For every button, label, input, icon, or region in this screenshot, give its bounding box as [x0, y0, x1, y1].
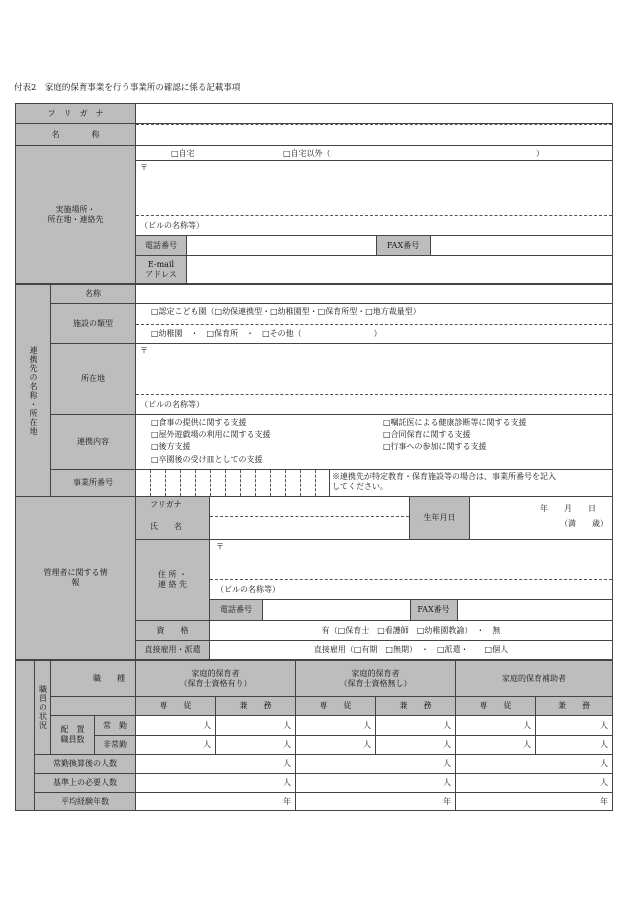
manager-building-label: （ビルの名称等） [216, 585, 280, 594]
fax-label: FAX番号 [376, 236, 430, 255]
col2-avg-years-cell[interactable]: 年 [295, 792, 456, 811]
other-close-paren: ） [536, 149, 544, 158]
col1-required-cell[interactable]: 人 [135, 773, 296, 793]
col2-fte-cell[interactable]: 人 [295, 754, 456, 774]
name-field[interactable] [135, 123, 613, 146]
facility-type-option-2[interactable]: □幼稚園 ・ □保育所 ・ □その他（ ） [151, 329, 382, 338]
col3-parttime: 兼 務 [535, 696, 613, 716]
employment-options[interactable]: 直接雇用（□有期 □無期） ・ □派遣・ □個人 [209, 640, 613, 660]
manager-furigana-label: フリガナ [150, 500, 182, 509]
birth-date-label: 生年月日 [409, 496, 470, 540]
qualification-options[interactable]: 有（□保育士 □看護師 □幼稚園教諭） ・ 無 [209, 620, 613, 641]
form-title: 付表2 家庭的保育事業を行う事業所の確認に係る記載事項 [14, 83, 241, 93]
name-label: 名 称 [15, 123, 136, 146]
manager-fax-label: FAX番号 [410, 600, 457, 620]
assigned-staff-label: 配 置 職員数 [50, 715, 95, 755]
content-option-3[interactable]: □屋外遊戯場の利用に関する支援 [151, 430, 271, 439]
tel-label: 電話番号 [136, 236, 186, 255]
manager-label: 管理者に関する情 報 [15, 496, 136, 660]
col1-nonregular-fulltime-cell[interactable]: 人 [135, 735, 216, 755]
content-option-4[interactable]: □合同保育に関する支援 [383, 430, 471, 439]
partner-content-label: 連携内容 [50, 414, 136, 470]
col1-regular-parttime-cell[interactable]: 人 [215, 715, 296, 736]
content-option-5[interactable]: □後方支援 [151, 442, 191, 451]
office-number-note: ※連携先が特定教育・保育施設等の場合は、事業所番号を記入 してください。 [332, 472, 556, 491]
col3-fulltime: 専 従 [455, 696, 536, 716]
content-option-6[interactable]: □行事への参加に関する支援 [383, 442, 487, 451]
other-than-home-checkbox[interactable]: □自宅以外（ [283, 149, 331, 158]
content-option-2[interactable]: □嘱託医による健康診断等に関する支援 [383, 418, 527, 427]
content-option-7[interactable]: □卒園後の受け皿としての支援 [151, 455, 263, 464]
col3-regular-fulltime-cell[interactable]: 人 [455, 715, 536, 736]
manager-name-field[interactable] [209, 496, 410, 540]
manager-name-label: 氏 名 [150, 522, 182, 531]
manager-postal-mark: 〒 [216, 542, 224, 551]
location-label: 実施場所・ 所在地・連絡先 [15, 145, 136, 284]
partner-side-label: 連携先の名称・所在地 [15, 284, 51, 497]
col3-header: 家庭的保育補助者 [455, 660, 613, 697]
col1-avg-years-cell[interactable]: 年 [135, 792, 296, 811]
col1-fulltime: 専 従 [135, 696, 216, 716]
manager-address-label: 住 所 ・ 連 絡 先 [135, 539, 210, 621]
required-staff-label: 基準上の必要人数 [34, 773, 136, 793]
job-type-sub-blank [50, 696, 136, 716]
col3-required-cell[interactable]: 人 [455, 773, 613, 793]
col2-fulltime: 専 従 [295, 696, 376, 716]
furigana-field[interactable] [135, 103, 613, 124]
col1-regular-fulltime-cell[interactable]: 人 [135, 715, 216, 736]
col2-regular-fulltime-cell[interactable]: 人 [295, 715, 376, 736]
partner-name-field[interactable] [135, 284, 613, 304]
col2-parttime: 兼 務 [375, 696, 456, 716]
col2-required-cell[interactable]: 人 [295, 773, 456, 793]
col2-nonregular-fulltime-cell[interactable]: 人 [295, 735, 376, 755]
age-format: （満 歳） [560, 519, 608, 528]
content-option-1[interactable]: □食事の提供に関する支援 [151, 418, 247, 427]
partner-building-label: （ビルの名称等） [140, 400, 204, 409]
col1-fte-cell[interactable]: 人 [135, 754, 296, 774]
job-type-label: 職 種 [50, 660, 136, 697]
office-number-label: 事業所番号 [50, 469, 136, 497]
col3-nonregular-fulltime-cell[interactable]: 人 [455, 735, 536, 755]
facility-type-option-1[interactable]: □認定こども園（□幼保連携型・□幼稚園型・□保育所型・□地方裁量型） [151, 307, 421, 316]
staff-left-margin [15, 660, 35, 811]
partner-address-label: 所在地 [50, 343, 136, 415]
regular-label: 常 勤 [94, 715, 136, 736]
col3-avg-years-cell[interactable]: 年 [455, 792, 613, 811]
staff-side-label: 職員の状況 [34, 660, 51, 755]
col2-regular-parttime-cell[interactable]: 人 [375, 715, 456, 736]
col3-regular-parttime-cell[interactable]: 人 [535, 715, 613, 736]
facility-type-label: 施設の類型 [50, 303, 136, 344]
col2-header: 家庭的保育者 （保育士資格無し） [295, 660, 456, 697]
manager-tel-label: 電話番号 [210, 600, 262, 620]
col1-parttime: 兼 務 [215, 696, 296, 716]
partner-address-area [135, 343, 613, 415]
birth-date-format: 年 月 日 [540, 504, 596, 513]
postal-mark: 〒 [140, 163, 148, 172]
nonregular-label: 非常勤 [94, 735, 136, 755]
col1-header: 家庭的保育者 （保育士資格有り） [135, 660, 296, 697]
col2-nonregular-parttime-cell[interactable]: 人 [375, 735, 456, 755]
partner-postal-mark: 〒 [140, 346, 148, 355]
birth-date-field[interactable] [469, 496, 613, 540]
partner-name-label: 名称 [50, 284, 136, 304]
avg-experience-label: 平均経験年数 [34, 792, 136, 811]
employment-label: 直接雇用・派遣 [135, 640, 210, 660]
home-checkbox[interactable]: □自宅 [171, 149, 195, 158]
furigana-label: フ リ ガ ナ [15, 103, 136, 124]
building-name-label: （ビルの名称等） [140, 221, 204, 230]
col1-nonregular-parttime-cell[interactable]: 人 [215, 735, 296, 755]
email-label: E-mail アドレス [136, 256, 186, 283]
col3-fte-cell[interactable]: 人 [455, 754, 613, 774]
fte-label: 常勤換算後の人数 [34, 754, 136, 774]
col3-nonregular-parttime-cell[interactable]: 人 [535, 735, 613, 755]
qualification-label: 資 格 [135, 620, 210, 641]
